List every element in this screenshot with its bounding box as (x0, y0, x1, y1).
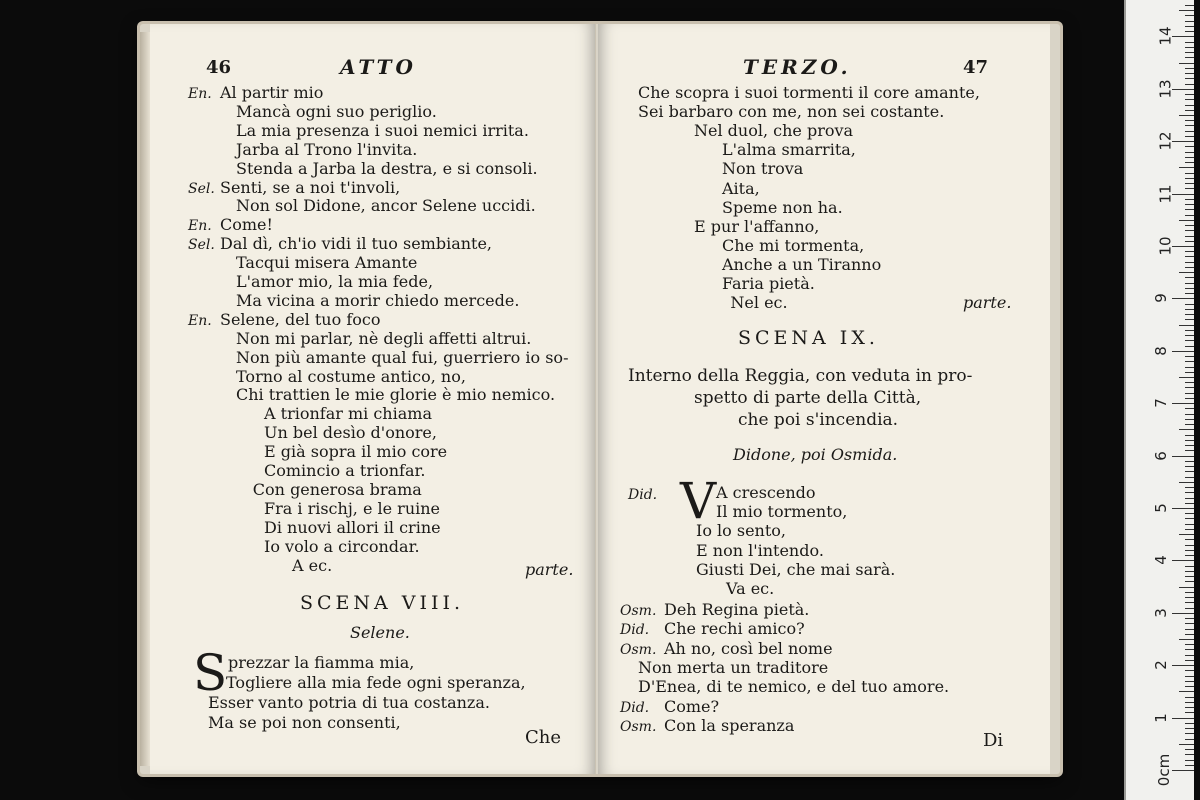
ruler-tick (1185, 529, 1194, 530)
ruler-tick (1185, 68, 1194, 69)
ruler-tick (1179, 220, 1194, 221)
ruler-tick (1185, 21, 1194, 22)
ruler-label: 5 (1151, 503, 1170, 513)
page-number-left: 46 (206, 57, 232, 78)
dialogue-line: Non merta un traditore (638, 657, 829, 677)
ruler-tick (1185, 31, 1194, 32)
ruler-tick (1185, 398, 1194, 399)
ruler-tick (1185, 157, 1194, 158)
ruler-tick (1185, 707, 1194, 708)
verse-line: A ec. (292, 555, 333, 575)
ruler-tick (1185, 576, 1194, 577)
ruler-tick (1185, 697, 1194, 698)
ruler-tick (1185, 419, 1194, 420)
ruler-tick (1172, 194, 1194, 195)
verse-line: Chi trattien le mie glorie è mio nemico. (236, 385, 556, 405)
verse-line: Stenda a Jarba la destra, e si consoli. (236, 158, 538, 178)
ruler-tick (1172, 456, 1194, 457)
ruler-tick (1185, 110, 1194, 111)
ruler-label: 3 (1151, 608, 1170, 618)
aria-line: A crescendo (716, 483, 816, 502)
verse-line: Ma vicina a morir chiedo mercede. (236, 290, 520, 310)
verse-line: Non trova (722, 159, 804, 179)
running-header-left: ATTO (340, 55, 417, 79)
left-page (150, 24, 596, 774)
ruler-tick (1172, 665, 1194, 666)
ruler-tick (1185, 73, 1194, 74)
ruler-tick (1172, 508, 1194, 509)
verse-line: Faria pietà. (722, 274, 815, 293)
ruler-tick (1185, 340, 1194, 341)
ruler-tick (1185, 225, 1194, 226)
dialogue-line: D'Enea, di te nemico, e del tuo amore. (638, 677, 950, 697)
ruler-tick (1185, 408, 1194, 409)
ruler-tick (1185, 131, 1194, 132)
catchword-left: Che (525, 727, 562, 748)
ruler-tick (1185, 702, 1194, 703)
ruler-tick (1185, 84, 1194, 85)
ruler-tick (1185, 623, 1194, 624)
aria-line: Il mio tormento, (716, 502, 848, 522)
verse-line: Dal dì, ch'io vidi il tuo sembiante, (220, 234, 493, 254)
ruler-tick (1185, 277, 1194, 278)
ruler-tick (1185, 251, 1194, 252)
ruler-tick (1185, 372, 1194, 373)
verse-line: E pur l'affanno, (694, 216, 820, 236)
ruler-tick (1185, 314, 1194, 315)
verse-line: Non più amante qual fui, guerriero io so- (236, 347, 569, 367)
ruler-tick (1185, 754, 1194, 755)
scene-description-1: Interno della Reggia, con veduta in pro- (628, 366, 973, 386)
ruler-tick (1179, 63, 1194, 64)
ruler-tick (1185, 414, 1194, 415)
ruler-tick (1185, 293, 1194, 294)
verse-line: Ma se poi non consenti, (208, 713, 401, 732)
ruler-tick (1185, 361, 1194, 362)
ruler-tick (1185, 524, 1194, 525)
ruler-label: 1 (1151, 712, 1170, 723)
ruler-tick (1185, 581, 1194, 582)
dialogue-line: Deh Regina pietà. (664, 600, 810, 619)
ruler-tick (1185, 649, 1194, 650)
ruler-tick (1179, 167, 1194, 168)
ruler-tick (1185, 450, 1194, 451)
ruler-tick (1185, 199, 1194, 200)
ruler-tick (1185, 215, 1194, 216)
verse-line: Jarba al Trono l'invita. (236, 139, 418, 159)
ruler-tick (1185, 15, 1194, 16)
ruler-tick (1185, 236, 1194, 237)
ruler-tick (1185, 262, 1194, 263)
ruler-tick (1185, 477, 1194, 478)
running-header-right: TERZO. (743, 55, 852, 79)
ruler-tick (1179, 744, 1194, 745)
dialogue-line: Con la speranza (664, 715, 795, 735)
ruler-tick (1185, 387, 1194, 388)
verse-line: Selene, del tuo foco (220, 309, 381, 329)
ruler-tick (1185, 461, 1194, 462)
ruler-tick (1185, 146, 1194, 147)
ruler-tick (1179, 482, 1194, 483)
verse-line: prezzar la fiamma mia, (228, 653, 415, 672)
verse-line: Speme non ha. (722, 197, 843, 217)
speaker-label: Sel. (188, 237, 215, 254)
ruler-tick (1185, 267, 1194, 268)
ruler-tick (1185, 162, 1194, 163)
verse-line: Nel duol, che prova (694, 121, 854, 141)
verse-line: Che scopra i suoi tormenti il core amante, (638, 83, 980, 102)
ruler-tick (1185, 241, 1194, 242)
ruler-tick (1185, 346, 1194, 347)
ruler-tick (1185, 618, 1194, 619)
ruler-tick (1172, 351, 1194, 352)
stage-direction-exit-right: parte. (963, 293, 1012, 312)
verse-line: Esser vanto potria di tua costanza. (208, 693, 490, 712)
verse-line: A trionfar mi chiama (264, 404, 432, 424)
speaker-label: Sel. (188, 180, 215, 197)
speaker-label: En. (188, 86, 212, 102)
drop-cap-s: S (193, 644, 228, 702)
ruler-tick (1185, 288, 1194, 289)
ruler-tick (1185, 686, 1194, 687)
ruler-tick (1172, 403, 1194, 404)
ruler-tick (1172, 613, 1194, 614)
ruler-tick (1185, 660, 1194, 661)
ruler-tick (1185, 120, 1194, 121)
ruler-tick (1185, 608, 1194, 609)
scene-characters: Didone, poi Osmida. (733, 445, 898, 464)
page-edges (140, 32, 150, 766)
ruler-tick (1172, 89, 1194, 90)
ruler-tick (1185, 330, 1194, 331)
ruler-tick (1185, 125, 1194, 126)
ruler-tick (1185, 209, 1194, 210)
ruler-tick (1185, 723, 1194, 724)
ruler-tick (1179, 587, 1194, 588)
dialogue-line: Come? (664, 696, 720, 716)
ruler-tick (1179, 429, 1194, 430)
speaker-label: Did. (620, 622, 650, 639)
scene-description-2: spetto di parte della Città, (694, 388, 922, 408)
ruler-tick (1185, 739, 1194, 740)
verse-line: Mancà ogni suo periglio. (236, 101, 437, 121)
ruler-tick (1185, 466, 1194, 467)
ruler-tick (1185, 204, 1194, 205)
ruler-tick (1172, 141, 1194, 142)
ruler-tick (1185, 335, 1194, 336)
ruler-tick (1185, 513, 1194, 514)
ruler-tick (1185, 47, 1194, 48)
ruler-tick (1185, 765, 1194, 766)
ruler-tick (1185, 256, 1194, 257)
ruler-tick (1185, 634, 1194, 635)
verse-line: Togliere alla mia fede ogni speranza, (226, 673, 526, 692)
ruler-label: 11 (1156, 184, 1175, 204)
ruler-tick (1179, 325, 1194, 326)
ruler-tick (1179, 377, 1194, 378)
ruler-tick (1172, 560, 1194, 561)
verse-line: Anche a un Tiranno (722, 254, 882, 274)
ruler-tick (1185, 42, 1194, 43)
ruler-tick (1185, 471, 1194, 472)
verse-line: L'amor mio, la mia fede, (236, 272, 434, 291)
verse-line: Al partir mio (220, 83, 324, 102)
ruler-tick (1185, 629, 1194, 630)
ruler-tick (1185, 760, 1194, 761)
ruler-tick (1185, 487, 1194, 488)
scene-title-viii: SCENA VIII. (300, 592, 465, 614)
ruler-tick (1185, 728, 1194, 729)
ruler-tick (1185, 5, 1194, 6)
ruler-tick (1185, 571, 1194, 572)
ruler-label: 2 (1151, 660, 1170, 670)
stage-direction-exit: parte. (525, 560, 574, 579)
speaker-label: Osm. (620, 641, 657, 658)
speaker-label: Osm. (620, 718, 657, 735)
ruler-tick (1185, 183, 1194, 184)
scene-description-3: che poi s'incendia. (738, 410, 899, 430)
ruler-tick (1185, 367, 1194, 368)
ruler-tick (1172, 298, 1194, 299)
ruler-tick (1179, 691, 1194, 692)
ruler-tick (1185, 105, 1194, 106)
drop-cap-v: V (680, 472, 717, 530)
ruler-tick (1185, 445, 1194, 446)
ruler-tick (1185, 319, 1194, 320)
page-number-right: 47 (963, 57, 989, 78)
verse-line: Senti, se a noi t'involi, (220, 177, 401, 197)
verse-line: Sei barbaro con me, non sei costante. (638, 102, 945, 122)
ruler-tick (1185, 492, 1194, 493)
ruler-tick (1172, 246, 1194, 247)
ruler-tick (1185, 26, 1194, 27)
aria-line: E non l'intendo. (696, 540, 824, 560)
ruler-tick (1172, 718, 1194, 719)
speaker-label: En. (188, 218, 212, 235)
ruler-tick (1172, 36, 1194, 37)
aria-line: Va ec. (726, 579, 775, 598)
verse-line: E già sopra il mio core (264, 442, 448, 462)
book-spread (140, 24, 1060, 774)
dialogue-line: Ah no, così bel nome (664, 638, 833, 658)
verse-line: L'alma smarrita, (722, 140, 856, 160)
ruler-tick (1185, 309, 1194, 310)
ruler-tick (1185, 592, 1194, 593)
ruler-tick (1185, 597, 1194, 598)
ruler-tick (1185, 655, 1194, 656)
ruler-tick (1185, 602, 1194, 603)
speaker-label: En. (188, 312, 212, 329)
ruler-label: 0cm (1155, 753, 1174, 787)
ruler-tick (1185, 424, 1194, 425)
verse-line: Un bel desìo d'onore, (264, 423, 437, 443)
ruler-tick (1185, 382, 1194, 383)
ruler-tick (1185, 676, 1194, 677)
right-page (598, 24, 1050, 774)
ruler-tick (1185, 283, 1194, 284)
ruler-tick (1185, 152, 1194, 153)
ruler-tick (1185, 94, 1194, 95)
ruler-tick (1185, 78, 1194, 79)
ruler-tick (1185, 356, 1194, 357)
ruler-tick (1179, 534, 1194, 535)
ruler-tick (1185, 99, 1194, 100)
measurement-ruler (1124, 0, 1194, 800)
ruler-tick (1185, 555, 1194, 556)
ruler-label: 6 (1151, 450, 1170, 461)
ruler-tick (1185, 644, 1194, 645)
scene-character: Selene. (350, 623, 410, 642)
ruler-label: 14 (1156, 26, 1175, 46)
ruler-tick (1185, 57, 1194, 58)
ruler-tick (1172, 770, 1194, 771)
aria-line: Io lo sento, (696, 521, 787, 541)
dialogue-line: Che rechi amico? (664, 619, 805, 639)
ruler-label: 12 (1156, 131, 1175, 151)
verse-line: Comincio a trionfar. (264, 461, 426, 480)
catchword-right: Di (983, 730, 1004, 751)
aria-line: Giusti Dei, che mai sarà. (696, 559, 896, 579)
scene-title-ix: SCENA IX. (738, 327, 879, 349)
speaker-did: Did. (628, 487, 658, 503)
ruler-tick (1185, 498, 1194, 499)
ruler-label: 13 (1156, 79, 1175, 99)
verse-line: Che mi tormenta, (722, 235, 865, 255)
verse-line: Come! (220, 215, 273, 235)
ruler-tick (1179, 272, 1194, 273)
verse-line: Torno al costume antico, no, (236, 366, 466, 386)
ruler-label: 4 (1151, 555, 1170, 566)
verse-line: Con generosa brama (252, 479, 422, 499)
ruler-tick (1179, 10, 1194, 11)
ruler-tick (1185, 733, 1194, 734)
speaker-label: Did. (620, 699, 650, 716)
ruler-tick (1185, 503, 1194, 504)
ruler-tick (1185, 393, 1194, 394)
ruler-label: 8 (1151, 346, 1170, 356)
ruler-tick (1185, 681, 1194, 682)
ruler-tick (1185, 230, 1194, 231)
verse-line: La mia presenza i suoi nemici irrita. (236, 120, 529, 140)
ruler-tick (1185, 545, 1194, 546)
ruler-tick (1185, 566, 1194, 567)
ruler-tick (1185, 670, 1194, 671)
verse-line: Aita, (722, 178, 760, 198)
verse-line: Non mi parlar, nè degli affetti altrui. (236, 328, 532, 348)
ruler-tick (1185, 52, 1194, 53)
speaker-label: Osm. (620, 603, 657, 619)
ruler-tick (1179, 639, 1194, 640)
verse-line: Non sol Didone, ancor Selene uccidi. (236, 196, 536, 216)
ruler-tick (1185, 136, 1194, 137)
ruler-tick (1185, 440, 1194, 441)
ruler-tick (1185, 550, 1194, 551)
verse-line: Nel ec. (730, 293, 788, 313)
verse-line: Di nuovi allori il crine (264, 517, 441, 537)
ruler-tick (1185, 188, 1194, 189)
ruler-tick (1179, 115, 1194, 116)
ruler-tick (1185, 435, 1194, 436)
ruler-label: 9 (1151, 293, 1170, 304)
verse-line: Tacqui misera Amante (236, 253, 418, 273)
ruler-tick (1185, 178, 1194, 179)
ruler-tick (1185, 304, 1194, 305)
verse-line: Io volo a circondar. (264, 536, 420, 556)
ruler-label: 10 (1156, 236, 1175, 256)
ruler-tick (1185, 173, 1194, 174)
ruler-tick (1185, 712, 1194, 713)
ruler-label: 7 (1151, 398, 1170, 408)
ruler-tick (1185, 749, 1194, 750)
ruler-tick (1185, 539, 1194, 540)
ruler-tick (1185, 518, 1194, 519)
verse-line: Fra i rischj, e le ruine (264, 498, 441, 518)
